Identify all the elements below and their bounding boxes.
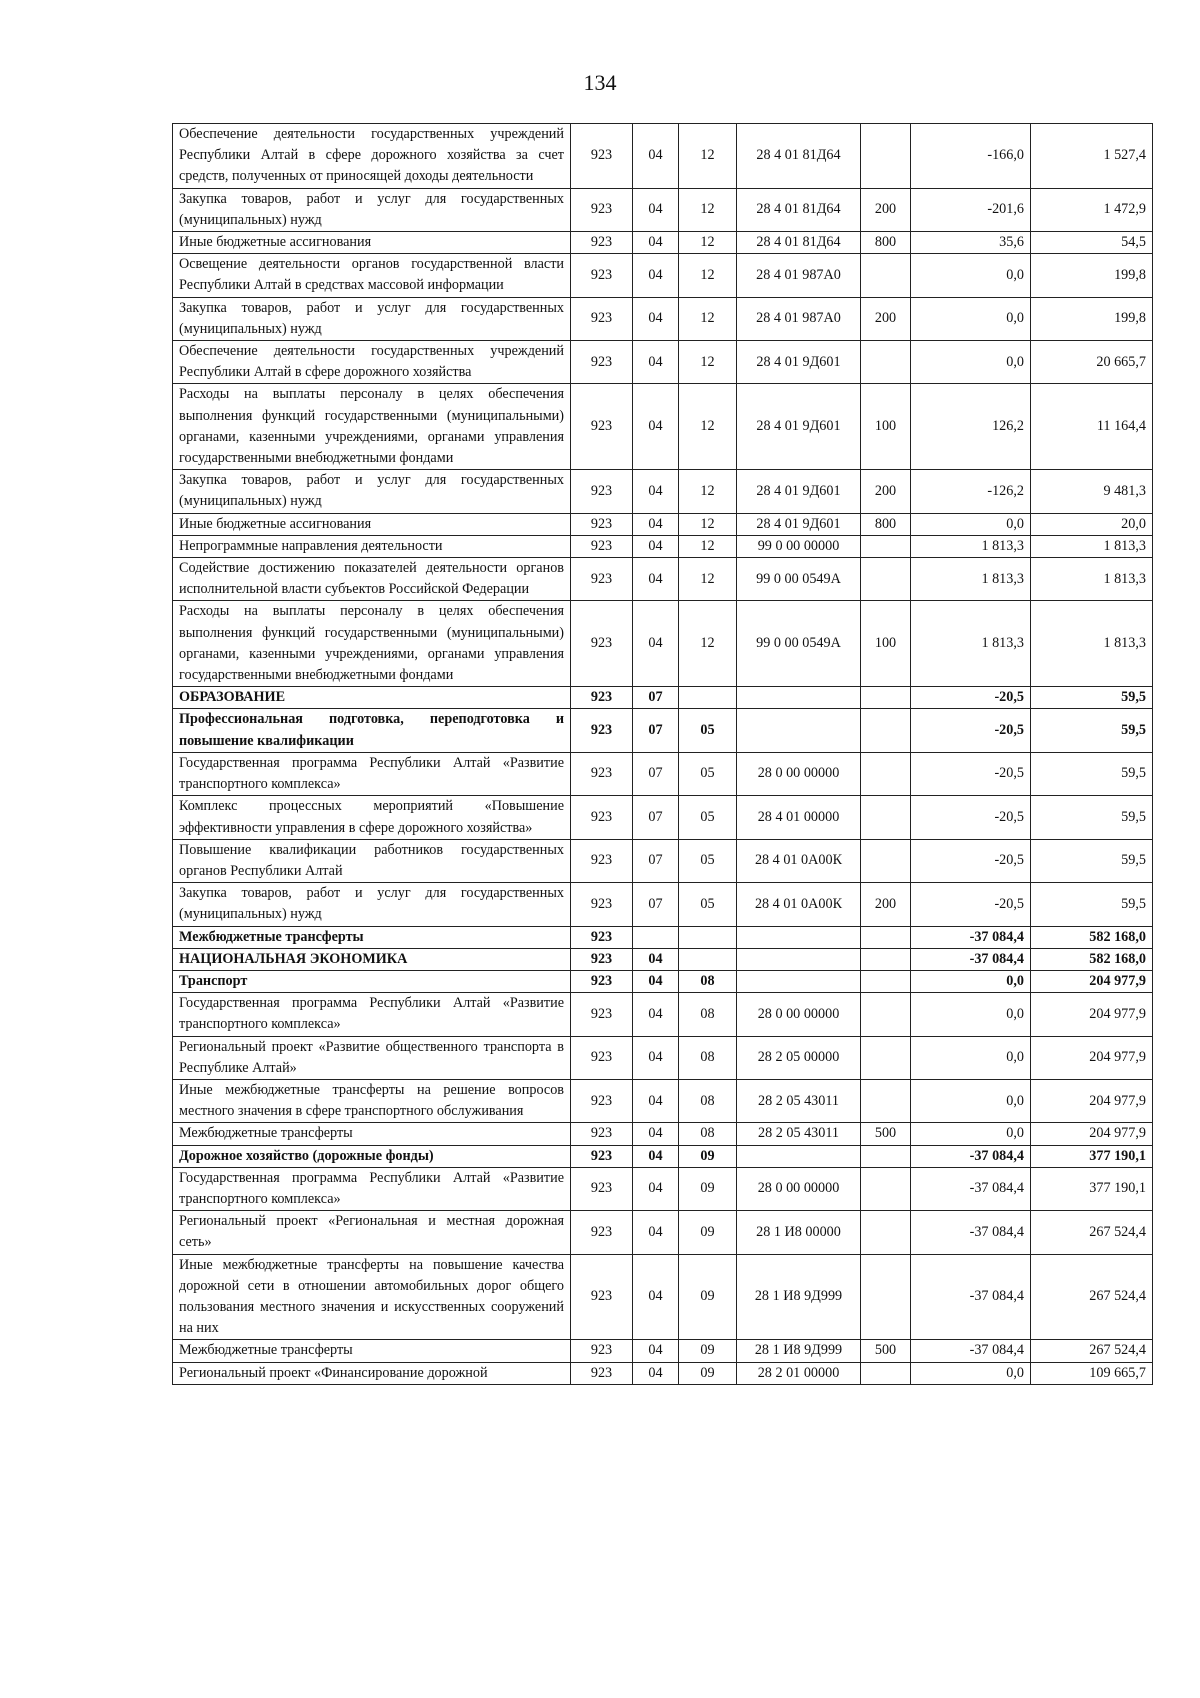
cell-rz: 04 (633, 341, 679, 384)
cell-total: 377 190,1 (1031, 1167, 1153, 1210)
cell-gr: 923 (571, 535, 633, 557)
cell-gr: 923 (571, 341, 633, 384)
cell-rz: 04 (633, 1211, 679, 1254)
cell-gr: 923 (571, 926, 633, 948)
cell-vr: 200 (861, 883, 911, 926)
cell-rz: 04 (633, 948, 679, 970)
cell-change: -37 084,4 (911, 948, 1031, 970)
cell-total: 204 977,9 (1031, 970, 1153, 992)
cell-total: 1 813,3 (1031, 601, 1153, 687)
table-row (173, 883, 1153, 926)
cell-gr: 923 (571, 254, 633, 297)
cell-rz: 04 (633, 535, 679, 557)
cell-gr: 923 (571, 1254, 633, 1340)
cell-name: Непрограммные направления деятельности (173, 535, 571, 557)
cell-csr: 28 4 01 9Д601 (737, 513, 861, 535)
cell-rz: 04 (633, 254, 679, 297)
cell-total: 267 524,4 (1031, 1254, 1153, 1340)
cell-gr: 923 (571, 558, 633, 601)
cell-change: -37 084,4 (911, 1167, 1031, 1210)
cell-change: -37 084,4 (911, 1211, 1031, 1254)
cell-rz: 04 (633, 188, 679, 231)
cell-pr: 12 (679, 232, 737, 254)
cell-vr (861, 558, 911, 601)
table-row (173, 926, 1153, 948)
cell-change: 0,0 (911, 1362, 1031, 1384)
cell-csr: 28 0 00 00000 (737, 993, 861, 1036)
cell-vr: 200 (861, 188, 911, 231)
cell-rz: 04 (633, 601, 679, 687)
cell-name: Иные бюджетные ассигнования (173, 513, 571, 535)
cell-pr: 09 (679, 1340, 737, 1362)
cell-rz: 07 (633, 752, 679, 795)
cell-name: Иные межбюджетные трансферты на решение вопросов местного значения в сфере транспортного обслуживания (173, 1079, 571, 1122)
cell-vr (861, 341, 911, 384)
cell-gr: 923 (571, 752, 633, 795)
cell-change: 0,0 (911, 993, 1031, 1036)
cell-vr (861, 1211, 911, 1254)
cell-gr: 923 (571, 948, 633, 970)
cell-change: -20,5 (911, 839, 1031, 882)
table-row (173, 1362, 1153, 1384)
cell-gr: 923 (571, 1167, 633, 1210)
cell-change: -20,5 (911, 687, 1031, 709)
cell-total: 11 164,4 (1031, 384, 1153, 470)
cell-total: 204 977,9 (1031, 1036, 1153, 1079)
cell-vr: 200 (861, 297, 911, 340)
table-row (173, 1211, 1153, 1254)
cell-total: 1 813,3 (1031, 535, 1153, 557)
cell-vr (861, 709, 911, 752)
cell-total: 377 190,1 (1031, 1145, 1153, 1167)
cell-gr: 923 (571, 970, 633, 992)
table-row (173, 993, 1153, 1036)
cell-gr: 923 (571, 601, 633, 687)
cell-vr (861, 1167, 911, 1210)
cell-total: 59,5 (1031, 709, 1153, 752)
table-row (173, 1145, 1153, 1167)
cell-csr: 28 4 01 0А00К (737, 839, 861, 882)
cell-csr: 28 4 01 00000 (737, 796, 861, 839)
cell-change: -37 084,4 (911, 1145, 1031, 1167)
cell-vr (861, 124, 911, 189)
cell-csr: 28 4 01 987А0 (737, 297, 861, 340)
cell-gr: 923 (571, 384, 633, 470)
cell-name: Иные бюджетные ассигнования (173, 232, 571, 254)
cell-rz: 04 (633, 384, 679, 470)
cell-pr: 12 (679, 341, 737, 384)
cell-rz: 04 (633, 232, 679, 254)
cell-change: -126,2 (911, 470, 1031, 513)
cell-total: 204 977,9 (1031, 1079, 1153, 1122)
cell-pr: 09 (679, 1145, 737, 1167)
cell-gr: 923 (571, 188, 633, 231)
cell-rz: 07 (633, 883, 679, 926)
cell-pr: 08 (679, 970, 737, 992)
table-row (173, 1123, 1153, 1145)
cell-change: 0,0 (911, 1079, 1031, 1122)
cell-change: -37 084,4 (911, 1254, 1031, 1340)
cell-total: 582 168,0 (1031, 926, 1153, 948)
cell-csr: 28 0 00 00000 (737, 1167, 861, 1210)
cell-vr (861, 1036, 911, 1079)
cell-csr: 28 4 01 81Д64 (737, 232, 861, 254)
cell-pr: 12 (679, 558, 737, 601)
cell-total: 199,8 (1031, 254, 1153, 297)
cell-total: 54,5 (1031, 232, 1153, 254)
table-row (173, 535, 1153, 557)
table-row (173, 1340, 1153, 1362)
cell-change: 0,0 (911, 513, 1031, 535)
cell-name: Транспорт (173, 970, 571, 992)
cell-csr: 28 4 01 81Д64 (737, 188, 861, 231)
table-row (173, 1254, 1153, 1340)
cell-rz: 04 (633, 470, 679, 513)
cell-pr: 09 (679, 1167, 737, 1210)
cell-rz: 04 (633, 513, 679, 535)
cell-rz: 07 (633, 709, 679, 752)
cell-csr: 28 4 01 0А00К (737, 883, 861, 926)
cell-change: -20,5 (911, 752, 1031, 795)
table-row (173, 1036, 1153, 1079)
cell-vr (861, 1145, 911, 1167)
cell-change: 126,2 (911, 384, 1031, 470)
cell-vr: 800 (861, 232, 911, 254)
cell-gr: 923 (571, 1211, 633, 1254)
cell-name: Межбюджетные трансферты (173, 926, 571, 948)
cell-csr: 28 4 01 9Д601 (737, 470, 861, 513)
cell-name: Обеспечение деятельности государственных учреждений Республики Алтай в сфере дорожного хозяйства за счет средств, полученных от приносящей доходы деятельности (173, 124, 571, 189)
cell-gr: 923 (571, 883, 633, 926)
cell-pr: 12 (679, 124, 737, 189)
cell-total: 20,0 (1031, 513, 1153, 535)
cell-pr: 05 (679, 752, 737, 795)
table-row (173, 752, 1153, 795)
cell-gr: 923 (571, 1079, 633, 1122)
table-row (173, 124, 1153, 189)
table-row (173, 709, 1153, 752)
cell-total: 59,5 (1031, 796, 1153, 839)
cell-name: Государственная программа Республики Алтай «Развитие транспортного комплекса» (173, 993, 571, 1036)
cell-change: 0,0 (911, 970, 1031, 992)
cell-name: Иные межбюджетные трансферты на повышение качества дорожной сети в отношении автомобильных дорог общего пользования местного значения и искусственных сооружений на них (173, 1254, 571, 1340)
cell-pr: 12 (679, 384, 737, 470)
cell-vr: 500 (861, 1123, 911, 1145)
cell-name: Дорожное хозяйство (дорожные фонды) (173, 1145, 571, 1167)
cell-change: 0,0 (911, 297, 1031, 340)
table-row (173, 970, 1153, 992)
cell-total: 267 524,4 (1031, 1340, 1153, 1362)
cell-change: -37 084,4 (911, 926, 1031, 948)
cell-pr: 12 (679, 470, 737, 513)
cell-vr (861, 1362, 911, 1384)
cell-change: -166,0 (911, 124, 1031, 189)
cell-total: 59,5 (1031, 883, 1153, 926)
cell-gr: 923 (571, 687, 633, 709)
table-row (173, 470, 1153, 513)
cell-pr: 12 (679, 297, 737, 340)
cell-csr: 28 4 01 9Д601 (737, 384, 861, 470)
cell-csr (737, 948, 861, 970)
cell-name: Государственная программа Республики Алтай «Развитие транспортного комплекса» (173, 752, 571, 795)
cell-csr: 28 4 01 987А0 (737, 254, 861, 297)
cell-gr: 923 (571, 232, 633, 254)
cell-csr (737, 687, 861, 709)
cell-csr: 99 0 00 00000 (737, 535, 861, 557)
cell-name: Комплекс процессных мероприятий «Повышение эффективности управления в сфере дорожного хозяйства» (173, 796, 571, 839)
cell-csr: 28 2 01 00000 (737, 1362, 861, 1384)
cell-rz: 04 (633, 993, 679, 1036)
cell-gr: 923 (571, 124, 633, 189)
cell-name: Расходы на выплаты персоналу в целях обеспечения выполнения функций государственными (муниципальными) органами, казенными учреждениями, органами управления государственными внебюджетными фондами (173, 601, 571, 687)
cell-vr (861, 535, 911, 557)
cell-csr: 28 2 05 43011 (737, 1079, 861, 1122)
cell-vr (861, 254, 911, 297)
cell-name: НАЦИОНАЛЬНАЯ ЭКОНОМИКА (173, 948, 571, 970)
cell-csr (737, 1145, 861, 1167)
cell-name: Профессиональная подготовка, переподготовка и повышение квалификации (173, 709, 571, 752)
cell-rz: 04 (633, 1036, 679, 1079)
cell-vr: 200 (861, 470, 911, 513)
cell-rz: 07 (633, 687, 679, 709)
cell-csr: 28 4 01 81Д64 (737, 124, 861, 189)
cell-gr: 923 (571, 796, 633, 839)
cell-vr (861, 687, 911, 709)
cell-csr (737, 970, 861, 992)
table-row (173, 1079, 1153, 1122)
cell-name: Повышение квалификации работников государственных органов Республики Алтай (173, 839, 571, 882)
cell-vr (861, 1254, 911, 1340)
cell-pr: 08 (679, 993, 737, 1036)
cell-change: -20,5 (911, 709, 1031, 752)
cell-change: 0,0 (911, 1036, 1031, 1079)
cell-rz: 04 (633, 1079, 679, 1122)
cell-pr: 05 (679, 709, 737, 752)
cell-vr: 100 (861, 384, 911, 470)
table-row (173, 232, 1153, 254)
cell-name: Региональный проект «Развитие общественного транспорта в Республике Алтай» (173, 1036, 571, 1079)
cell-rz: 07 (633, 839, 679, 882)
cell-change: -201,6 (911, 188, 1031, 231)
cell-pr: 05 (679, 839, 737, 882)
cell-pr: 05 (679, 796, 737, 839)
cell-gr: 923 (571, 1123, 633, 1145)
budget-table-body (173, 124, 1153, 1385)
budget-table (172, 123, 1153, 1385)
cell-vr: 800 (861, 513, 911, 535)
cell-change: -20,5 (911, 796, 1031, 839)
cell-gr: 923 (571, 709, 633, 752)
cell-rz: 04 (633, 124, 679, 189)
cell-pr: 09 (679, 1362, 737, 1384)
table-row (173, 558, 1153, 601)
table-row (173, 687, 1153, 709)
cell-name: Закупка товаров, работ и услуг для государственных (муниципальных) нужд (173, 297, 571, 340)
table-row (173, 601, 1153, 687)
cell-csr: 28 1 И8 00000 (737, 1211, 861, 1254)
cell-total: 109 665,7 (1031, 1362, 1153, 1384)
cell-pr (679, 926, 737, 948)
table-row (173, 254, 1153, 297)
cell-total: 267 524,4 (1031, 1211, 1153, 1254)
cell-vr: 100 (861, 601, 911, 687)
cell-vr (861, 796, 911, 839)
cell-gr: 923 (571, 513, 633, 535)
cell-total: 59,5 (1031, 839, 1153, 882)
cell-vr (861, 1079, 911, 1122)
cell-csr: 28 2 05 43011 (737, 1123, 861, 1145)
cell-rz (633, 926, 679, 948)
cell-gr: 923 (571, 1036, 633, 1079)
cell-vr (861, 948, 911, 970)
cell-change: 1 813,3 (911, 601, 1031, 687)
cell-vr (861, 752, 911, 795)
cell-pr: 08 (679, 1079, 737, 1122)
table-row (173, 341, 1153, 384)
cell-gr: 923 (571, 993, 633, 1036)
cell-csr: 28 0 00 00000 (737, 752, 861, 795)
cell-change: 0,0 (911, 341, 1031, 384)
cell-rz: 04 (633, 558, 679, 601)
cell-vr (861, 839, 911, 882)
cell-rz: 04 (633, 1362, 679, 1384)
cell-pr: 12 (679, 601, 737, 687)
cell-change: 1 813,3 (911, 558, 1031, 601)
cell-name: Межбюджетные трансферты (173, 1123, 571, 1145)
cell-change: 1 813,3 (911, 535, 1031, 557)
cell-total: 1 527,4 (1031, 124, 1153, 189)
table-row (173, 1167, 1153, 1210)
cell-total: 20 665,7 (1031, 341, 1153, 384)
cell-total: 9 481,3 (1031, 470, 1153, 513)
cell-pr: 08 (679, 1036, 737, 1079)
cell-vr (861, 970, 911, 992)
cell-csr (737, 926, 861, 948)
table-row (173, 839, 1153, 882)
cell-total: 204 977,9 (1031, 1123, 1153, 1145)
cell-total: 59,5 (1031, 687, 1153, 709)
cell-pr (679, 948, 737, 970)
cell-gr: 923 (571, 1340, 633, 1362)
cell-name: Региональный проект «Региональная и местная дорожная сеть» (173, 1211, 571, 1254)
cell-name: Межбюджетные трансферты (173, 1340, 571, 1362)
cell-rz: 04 (633, 1145, 679, 1167)
cell-pr: 12 (679, 188, 737, 231)
cell-gr: 923 (571, 470, 633, 513)
cell-pr: 12 (679, 254, 737, 297)
table-row (173, 948, 1153, 970)
cell-pr: 09 (679, 1254, 737, 1340)
cell-csr: 99 0 00 0549А (737, 601, 861, 687)
cell-gr: 923 (571, 1145, 633, 1167)
cell-total: 582 168,0 (1031, 948, 1153, 970)
cell-rz: 04 (633, 297, 679, 340)
cell-csr: 28 1 И8 9Д999 (737, 1340, 861, 1362)
cell-vr (861, 993, 911, 1036)
cell-name: Расходы на выплаты персоналу в целях обеспечения выполнения функций государственными (муниципальными) органами, казенными учреждениями, органами управления государственными внебюджетными фондами (173, 384, 571, 470)
table-row (173, 796, 1153, 839)
cell-rz: 07 (633, 796, 679, 839)
cell-csr: 28 1 И8 9Д999 (737, 1254, 861, 1340)
cell-name: Закупка товаров, работ и услуг для государственных (муниципальных) нужд (173, 188, 571, 231)
cell-vr (861, 926, 911, 948)
cell-pr: 05 (679, 883, 737, 926)
cell-name: Государственная программа Республики Алтай «Развитие транспортного комплекса» (173, 1167, 571, 1210)
cell-csr (737, 709, 861, 752)
cell-name: Закупка товаров, работ и услуг для государственных (муниципальных) нужд (173, 883, 571, 926)
cell-name: Закупка товаров, работ и услуг для государственных (муниципальных) нужд (173, 470, 571, 513)
cell-total: 59,5 (1031, 752, 1153, 795)
cell-pr: 12 (679, 535, 737, 557)
cell-change: -37 084,4 (911, 1340, 1031, 1362)
cell-name: Содействие достижению показателей деятельности органов исполнительной власти субъектов Российской Федерации (173, 558, 571, 601)
cell-total: 199,8 (1031, 297, 1153, 340)
cell-total: 204 977,9 (1031, 993, 1153, 1036)
table-row (173, 188, 1153, 231)
table-row (173, 297, 1153, 340)
table-row (173, 384, 1153, 470)
cell-rz: 04 (633, 1254, 679, 1340)
cell-rz: 04 (633, 1340, 679, 1362)
cell-gr: 923 (571, 839, 633, 882)
cell-pr: 08 (679, 1123, 737, 1145)
cell-gr: 923 (571, 297, 633, 340)
cell-rz: 04 (633, 1123, 679, 1145)
cell-change: 0,0 (911, 1123, 1031, 1145)
cell-total: 1 813,3 (1031, 558, 1153, 601)
cell-rz: 04 (633, 970, 679, 992)
cell-total: 1 472,9 (1031, 188, 1153, 231)
table-row (173, 513, 1153, 535)
cell-name: Обеспечение деятельности государственных учреждений Республики Алтай в сфере дорожного хозяйства (173, 341, 571, 384)
cell-name: ОБРАЗОВАНИЕ (173, 687, 571, 709)
cell-pr: 12 (679, 513, 737, 535)
cell-csr: 99 0 00 0549А (737, 558, 861, 601)
cell-pr (679, 687, 737, 709)
cell-csr: 28 2 05 00000 (737, 1036, 861, 1079)
cell-vr: 500 (861, 1340, 911, 1362)
page-number: 134 (583, 70, 617, 95)
cell-change: 0,0 (911, 254, 1031, 297)
cell-rz: 04 (633, 1167, 679, 1210)
cell-name: Региональный проект «Финансирование дорожной (173, 1362, 571, 1384)
cell-name: Освещение деятельности органов государственной власти Республики Алтай в средствах массовой информации (173, 254, 571, 297)
cell-pr: 09 (679, 1211, 737, 1254)
cell-change: 35,6 (911, 232, 1031, 254)
cell-change: -20,5 (911, 883, 1031, 926)
cell-gr: 923 (571, 1362, 633, 1384)
cell-csr: 28 4 01 9Д601 (737, 341, 861, 384)
